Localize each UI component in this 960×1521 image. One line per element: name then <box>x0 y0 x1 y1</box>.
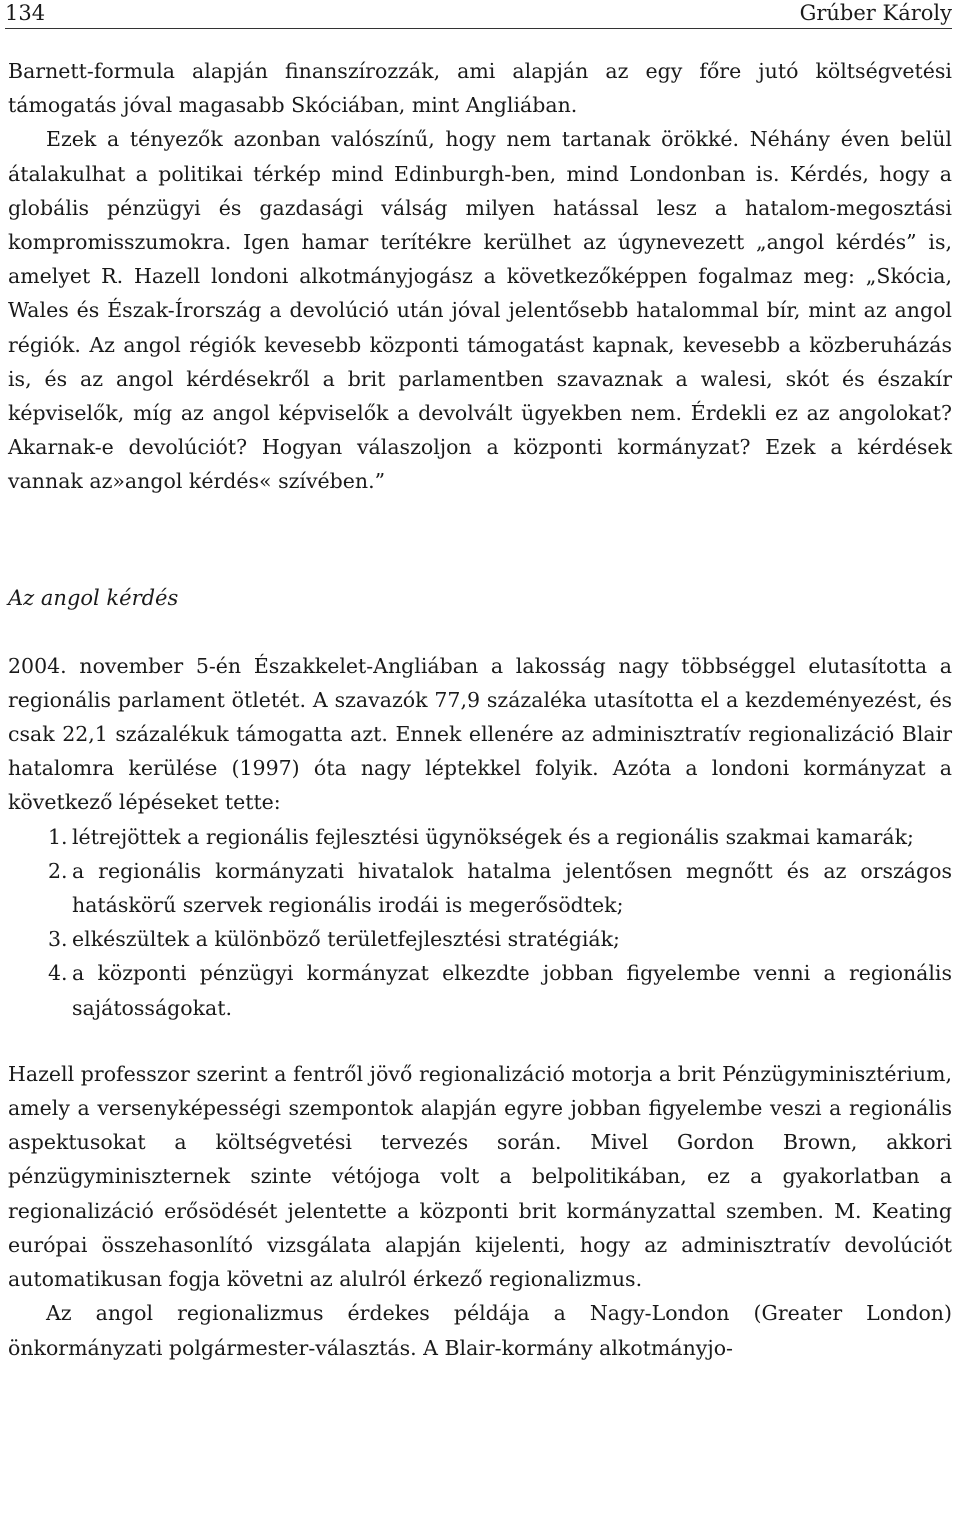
paragraph: Barnett-formula alapján finanszírozzák, ami alapján az egy főre jutó költségvetési támogatás jóval magasabb Skóciában, mint Angliában. <box>8 59 952 118</box>
list-item-text: elkészültek a különböző területfejlesztési stratégiák; <box>72 927 620 952</box>
list-item-text: a regionális kormányzati hivatalok hatalma jelentősen megnőtt és az országos hatáskörű szervek regionális irodái is megerősödtek; <box>72 858 952 918</box>
list-item-number: 1. <box>48 824 68 849</box>
list-item-text: a központi pénzügyi kormányzat elkezdte jobban figyelembe venni a regionális sajátosságokat. <box>72 961 952 1020</box>
list-item <box>8 956 952 1024</box>
paragraph: Az angol regionalizmus érdekes példája a Nagy-London (Greater London) önkormányzati polgármester-választás. A Blair-kormány alkotmányjo- <box>8 1301 952 1360</box>
list-item <box>8 922 952 956</box>
document-page <box>5 0 952 1365</box>
paragraph: 2004. november 5-én Északkelet-Angliában a lakosság nagy többséggel elutasította a regionális parlament ötletét. A szavazók 77,9 százaléka utasította el a kezdeményezést, és csak 22,1 százalékuk támogatta azt. Ennek ellenére az adminisztratív regionalizáció Blair hatalomra kerülése (1997) óta nagy léptekkel folyik. Azóta a londoni kormányzat a következő lépéseket tette: <box>8 653 952 815</box>
running-header-author: Grúber Károly <box>799 1 952 25</box>
list-item <box>8 854 952 922</box>
body-text <box>8 54 952 1365</box>
steps-list <box>8 820 952 1025</box>
list-item-text: létrejöttek a regionális fejlesztési ügynökségek és a regionális szakmai kamarák; <box>72 824 914 849</box>
running-header <box>5 0 952 29</box>
section-heading: Az angol kérdés <box>8 585 179 610</box>
paragraph: Hazell professzor szerint a fentről jövő regionalizáció motorja a brit Pénzügyminisztérium, amely a versenyképességi szempontok alapján egyre jobban figyelembe veszi a regionális aspektusokat a költségvetési tervezés során. Mivel Gordon Brown, akkori pénzügyminiszternek szinte vétójoga volt a belpolitikában, ez a gyakorlatban a regionalizáció erősödését jelentette a központi brit kormányzattal szemben. M. Keating európai összehasonlító vizsgálata alapján kijelenti, hogy az adminisztratív devolúciót automatikusan fogja követni az alulról érkező regionalizmus. <box>8 1061 952 1292</box>
list-item-number: 2. <box>48 858 68 883</box>
paragraph: Ezek a tényezők azonban valószínű, hogy nem tartanak örökké. Néhány éven belül átalakulhat a politikai térkép mind Edinburgh-ben, mind Londonban is. Kérdés, hogy a globális pénzügyi és gazdasági válság milyen hatással lesz a hatalom-megosztási kompromisszumokra. Igen hamar terítékre kerülhet az úgynevezett „angol kérdés” is, amelyet R. Hazell londoni alkotmányjogász a következőképpen fogalmaz meg: „Skócia, Wales és Észak-Írország a devolúció után jóval jelentősebb hatalommal bír, mint az angol régiók. Az angol régiók kevesebb központi támogatást kapnak, kevesebb a közberuházás is, és az angol kérdésekről a brit parlamentben szavaznak a walesi, skót és északír képviselők, míg az angol képviselők a devolvált ügyekben nem. Érdekli ez az angolokat? Akarnak-e devolúciót? Hogyan válaszoljon a központi kormányzat? Ezek a kérdések vannak az»angol kérdés« szívében.” <box>8 127 952 494</box>
list-item <box>8 820 952 854</box>
list-item-number: 3. <box>48 927 68 952</box>
list-item-number: 4. <box>48 961 68 986</box>
page-number: 134 <box>5 1 46 25</box>
